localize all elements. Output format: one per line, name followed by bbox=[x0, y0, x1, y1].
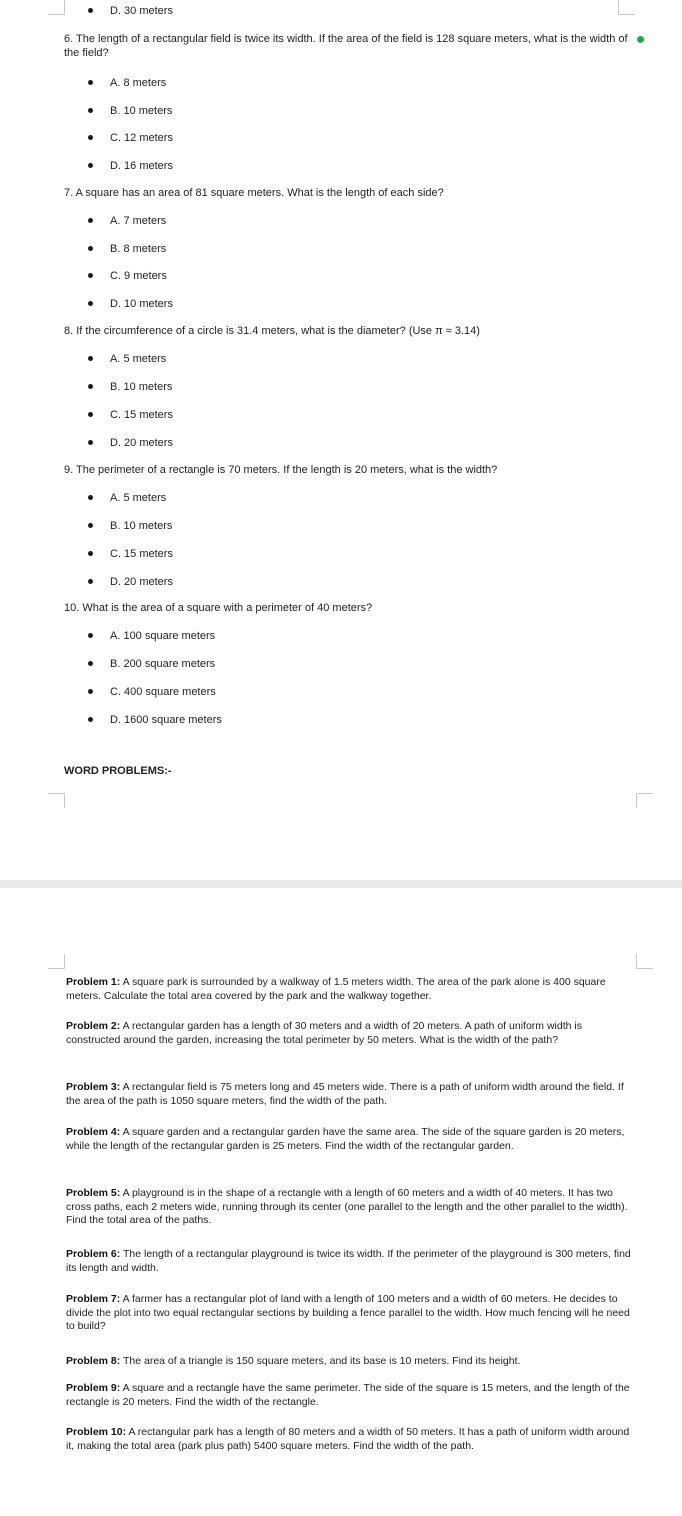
option-item: A. 5 meters bbox=[110, 353, 167, 365]
crop-mark-bottom-right bbox=[636, 793, 653, 808]
bullet-icon bbox=[88, 246, 93, 251]
option-item: A. 100 square meters bbox=[110, 630, 216, 642]
option-item: B. 10 meters bbox=[110, 381, 173, 393]
problem-5: Problem 5: A playground is in the shape of a rectangle with a length of 60 meters and a width of 40 meters. It has two cross paths, each 2 meters wide, running through its center (one parallel to the length and the other parallel to the width). Find the total area of the paths. bbox=[66, 1187, 628, 1227]
option-item: C. 15 meters bbox=[110, 548, 173, 560]
bullet-icon bbox=[88, 551, 93, 556]
option-item: D. 1600 square meters bbox=[110, 714, 222, 726]
option-item: D. 20 meters bbox=[110, 437, 173, 449]
option-item: D. 16 meters bbox=[110, 160, 173, 172]
bullet-icon bbox=[88, 689, 93, 694]
bullet-icon bbox=[88, 135, 93, 140]
crop-mark-top-left bbox=[48, 0, 65, 15]
question-6: 6. The length of a rectangular field is twice its width. If the area of the field is 128 square meters, what is the width of the field? bbox=[64, 33, 628, 59]
option-item: C. 12 meters bbox=[110, 132, 173, 144]
option-item: B. 8 meters bbox=[110, 243, 167, 255]
question-9: 9. The perimeter of a rectangle is 70 meters. If the length is 20 meters, what is the width? bbox=[64, 464, 498, 476]
option-item: B. 10 meters bbox=[110, 105, 173, 117]
problem-10: Problem 10: A rectangular park has a length of 80 meters and a width of 50 meters. It has a path of uniform width around it, making the total area (park plus path) 5400 square meters. Find the width of the path. bbox=[66, 1426, 630, 1452]
problem-8: Problem 8: The area of a triangle is 150 square meters, and its base is 10 meters. Find its height. bbox=[66, 1355, 521, 1367]
option-item: D. 10 meters bbox=[110, 298, 173, 310]
bullet-icon bbox=[88, 523, 93, 528]
bullet-icon bbox=[88, 495, 93, 500]
bullet-icon bbox=[88, 8, 93, 13]
crop-mark-top-right bbox=[636, 954, 653, 969]
page-separator bbox=[0, 880, 682, 888]
problem-9: Problem 9: A square and a rectangle have the same perimeter. The side of the square is 15 meters, and the length of the rectangle is 20 meters. Find the width of the rectangle. bbox=[66, 1382, 630, 1408]
question-10: 10. What is the area of a square with a perimeter of 40 meters? bbox=[64, 602, 373, 614]
question-8: 8. If the circumference of a circle is 31.4 meters, what is the diameter? (Use π ≈ 3.14) bbox=[64, 325, 480, 337]
document-page-2 bbox=[0, 888, 682, 1516]
option-item: A. 8 meters bbox=[110, 77, 167, 89]
bullet-icon bbox=[88, 579, 93, 584]
crop-mark-top-right bbox=[618, 0, 635, 15]
option-item: D. 20 meters bbox=[110, 576, 173, 588]
bullet-icon bbox=[88, 108, 93, 113]
option-item: A. 7 meters bbox=[110, 215, 167, 227]
bullet-icon bbox=[88, 301, 93, 306]
problem-4: Problem 4: A square garden and a rectangular garden have the same area. The side of the square garden is 20 meters, while the length of the rectangular garden is 25 meters. Find the width of the rectangular garden. bbox=[66, 1126, 625, 1152]
bullet-icon bbox=[88, 384, 93, 389]
bullet-icon bbox=[88, 356, 93, 361]
problem-3: Problem 3: A rectangular field is 75 meters long and 45 meters wide. There is a path of uniform width around the field. If the area of the path is 1050 square meters, find the width of the path. bbox=[66, 1081, 624, 1107]
option-item: C. 400 square meters bbox=[110, 686, 216, 698]
problem-6: Problem 6: The length of a rectangular playground is twice its width. If the perimeter of the playground is 300 meters, find its length and width. bbox=[66, 1248, 631, 1274]
bullet-icon bbox=[88, 412, 93, 417]
problem-2: Problem 2: A rectangular garden has a length of 30 meters and a width of 20 meters. A path of uniform width is constructed around the garden, increasing the total perimeter by 50 meters. What is the width of the path? bbox=[66, 1020, 582, 1046]
option-item: C. 9 meters bbox=[110, 270, 167, 282]
online-status-indicator bbox=[637, 36, 644, 43]
bullet-icon bbox=[88, 273, 93, 278]
bullet-icon bbox=[88, 440, 93, 445]
bullet-icon bbox=[88, 661, 93, 666]
section-heading: WORD PROBLEMS:- bbox=[64, 765, 172, 777]
crop-mark-top-left bbox=[48, 954, 65, 969]
option-item: D. 30 meters bbox=[110, 5, 173, 17]
bullet-icon bbox=[88, 80, 93, 85]
bullet-icon bbox=[88, 163, 93, 168]
bullet-icon bbox=[88, 218, 93, 223]
bullet-icon bbox=[88, 717, 93, 722]
question-7: 7. A square has an area of 81 square meters. What is the length of each side? bbox=[64, 187, 444, 199]
crop-mark-bottom-left bbox=[48, 793, 65, 808]
option-item: B. 10 meters bbox=[110, 520, 173, 532]
option-item: C. 15 meters bbox=[110, 409, 173, 421]
option-item: B. 200 square meters bbox=[110, 658, 216, 670]
option-item: A. 5 meters bbox=[110, 492, 167, 504]
problem-7: Problem 7: A farmer has a rectangular plot of land with a length of 100 meters and a width of 60 meters. He decides to divide the plot into two equal rectangular sections by building a fence parallel to the width. How much fencing will he need to build? bbox=[66, 1293, 630, 1333]
problem-1: Problem 1: A square park is surrounded by a walkway of 1.5 meters width. The area of the park alone is 400 square meters. Calculate the total area covered by the park and the walkway together. bbox=[66, 976, 606, 1002]
bullet-icon bbox=[88, 633, 93, 638]
